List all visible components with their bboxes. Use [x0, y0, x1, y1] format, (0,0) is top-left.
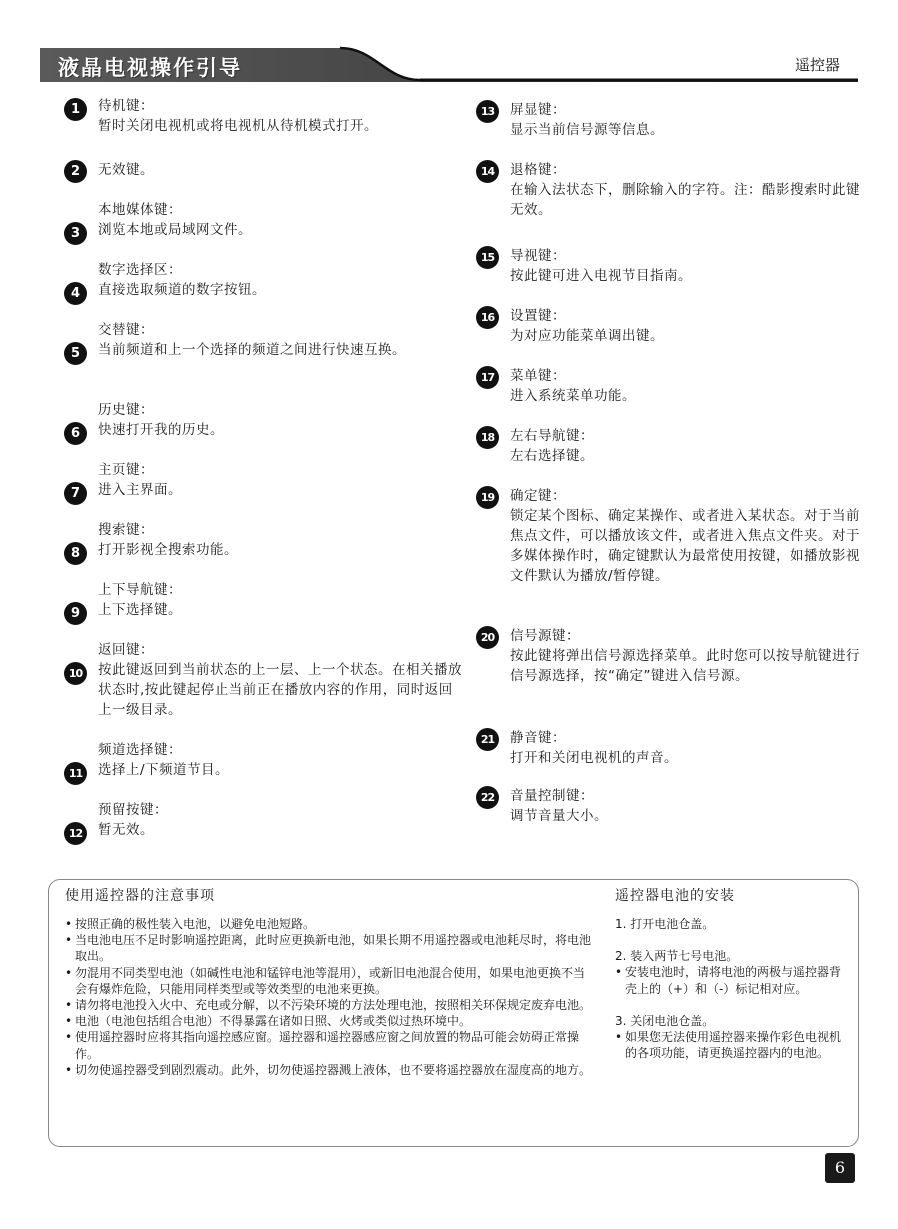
key-number-badge: 21 — [476, 728, 499, 751]
key-description: 无效键。 — [98, 162, 154, 178]
list-item: • 切勿使遥控器受到剧烈震动。此外，切勿使遥控器溅上液体，也不要将遥控器放在湿度高的地方。 — [65, 1062, 595, 1078]
key-name: 数字选择区： — [98, 262, 182, 278]
key-name: 频道选择键： — [98, 742, 182, 758]
key-name: 待机键： — [98, 98, 154, 114]
key-number-badge: 15 — [476, 246, 499, 269]
key-description: 暂无效。 — [98, 822, 154, 838]
key-name: 上下导航键： — [98, 582, 182, 598]
page-header — [40, 46, 858, 82]
list-item: • 请勿将电池投入火中、充电或分解，以不污染环境的方法处理电池，按照相关环保规定废弃电池。 — [65, 997, 595, 1013]
key-description: 选择上/下频道节目。 — [98, 762, 230, 778]
key-number-badge: 4 — [64, 282, 87, 305]
header-title: 液晶电视操作引导 — [58, 55, 242, 80]
key-number-badge: 6 — [64, 422, 87, 445]
key-number-badge: 10 — [64, 662, 87, 685]
key-name: 静音键： — [510, 730, 566, 746]
key-number-badge: 17 — [476, 366, 499, 389]
key-description: 锁定某个图标、确定某操作、或者进入某状态。对于当前焦点文件，可以播放该文件，或者进入焦点文件夹。对于多媒体操作时，确定键默认为最常使用按键，如播放影视文件默认为播放/暂停键。 — [510, 508, 860, 584]
key-description: 为对应功能菜单调出键。 — [510, 328, 664, 344]
key-description: 在输入法状态下，删除输入的字符。注：酷影搜索时此键无效。 — [510, 182, 860, 218]
key-name: 左右导航键： — [510, 428, 594, 444]
battery-installation — [615, 886, 845, 1061]
key-description: 打开影视全搜索功能。 — [98, 542, 238, 558]
key-description: 直接选取频道的数字按钮。 — [98, 282, 266, 298]
key-number-badge: 11 — [64, 762, 87, 785]
key-name: 交替键： — [98, 322, 154, 338]
key-description: 按此键返回到当前状态的上一层、上一个状态。在相关播放状态时,按此键起停止当前正在播放内容的作用，同时返回上一级目录。 — [98, 662, 462, 718]
key-description: 暂时关闭电视机或将电视机从待机模式打开。 — [98, 118, 378, 134]
key-number-badge: 14 — [476, 160, 499, 183]
list-item: • 当电池电压不足时影响遥控距离，此时应更换新电池，如果长期不用遥控器或电池耗尽时，将电池取出。 — [65, 932, 595, 964]
key-name: 返回键： — [98, 642, 154, 658]
key-number-badge: 7 — [64, 482, 87, 505]
key-name: 历史键： — [98, 402, 154, 418]
key-description: 当前频道和上一个选择的频道之间进行快速互换。 — [98, 342, 406, 358]
battery-step-2: 2. 装入两节七号电池。 — [615, 949, 739, 964]
key-name: 确定键： — [510, 488, 566, 504]
header-section-label: 遥控器 — [794, 56, 840, 74]
key-number-badge: 20 — [476, 626, 499, 649]
battery-step-1: 1. 打开电池仓盖。 — [615, 917, 715, 931]
key-number-badge: 8 — [64, 542, 87, 565]
battery-step-3: 3. 关闭电池仓盖。 — [615, 1013, 715, 1028]
list-item: • 安装电池时，请将电池的两极与遥控器背壳上的（+）和（-）标记相对应。 — [615, 964, 845, 996]
list-item: • 按照正确的极性装入电池，以避免电池短路。 — [65, 916, 595, 932]
key-name: 设置键： — [510, 308, 566, 324]
key-number-badge: 5 — [64, 342, 87, 365]
battery-step-3-notes — [615, 1029, 845, 1061]
key-name: 搜索键： — [98, 522, 154, 538]
battery-step-2-notes — [615, 964, 845, 996]
key-description: 按此键可进入电视节目指南。 — [510, 268, 692, 284]
key-number-badge: 13 — [476, 100, 499, 123]
precautions-title: 使用遥控器的注意事项 — [65, 888, 215, 904]
key-description: 左右选择键。 — [510, 448, 594, 464]
list-item: • 电池（电池包括组合电池）不得暴露在诸如日照、火烤或类似过热环境中。 — [65, 1013, 595, 1029]
key-number-badge: 2 — [64, 160, 87, 183]
key-name: 预留按键： — [98, 802, 168, 818]
key-description: 进入主界面。 — [98, 482, 182, 498]
key-name: 信号源键： — [510, 628, 580, 644]
key-name: 退格键： — [510, 162, 566, 178]
key-number-badge: 19 — [476, 486, 499, 509]
usage-precautions — [65, 886, 595, 1078]
key-number-badge: 3 — [64, 222, 87, 245]
key-description: 显示当前信号源等信息。 — [510, 122, 664, 138]
key-description: 浏览本地或局域网文件。 — [98, 222, 252, 238]
key-name: 主页键： — [98, 462, 154, 478]
list-item: • 如果您无法使用遥控器来操作彩色电视机的各项功能，请更换遥控器内的电池。 — [615, 1029, 845, 1061]
key-description: 进入系统菜单功能。 — [510, 388, 636, 404]
key-description: 按此键将弹出信号源选择菜单。此时您可以按导航键进行信号源选择，按“确定”键进入信号源。 — [510, 648, 860, 684]
key-number-badge: 16 — [476, 306, 499, 329]
key-number-badge: 9 — [64, 602, 87, 625]
key-number-badge: 1 — [64, 98, 87, 121]
key-description: 调节音量大小。 — [510, 808, 608, 824]
list-item: • 使用遥控器时应将其指向遥控感应窗。遥控器和遥控器感应窗之间放置的物品可能会妨碍正常操作。 — [65, 1029, 595, 1061]
battery-title: 遥控器电池的安装 — [615, 888, 735, 904]
key-name: 本地媒体键： — [98, 202, 182, 218]
precautions-list — [65, 916, 595, 1078]
key-description: 上下选择键。 — [98, 602, 182, 618]
key-number-badge: 22 — [476, 786, 499, 809]
key-description: 打开和关闭电视机的声音。 — [510, 750, 678, 766]
key-name: 屏显键： — [510, 102, 566, 118]
notice-box — [48, 879, 859, 1147]
list-item: • 勿混用不同类型电池（如碱性电池和锰锌电池等混用），或新旧电池混合使用，如果电池更换不当会有爆炸危险，只能用同样类型或等效类型的电池来更换。 — [65, 965, 595, 997]
key-number-badge: 12 — [64, 822, 87, 845]
key-name: 音量控制键： — [510, 788, 594, 804]
key-number-badge: 18 — [476, 426, 499, 449]
page-number: 6 — [825, 1153, 855, 1183]
key-name: 菜单键： — [510, 368, 566, 384]
key-description: 快速打开我的历史。 — [98, 422, 224, 438]
key-name: 导视键： — [510, 248, 566, 264]
